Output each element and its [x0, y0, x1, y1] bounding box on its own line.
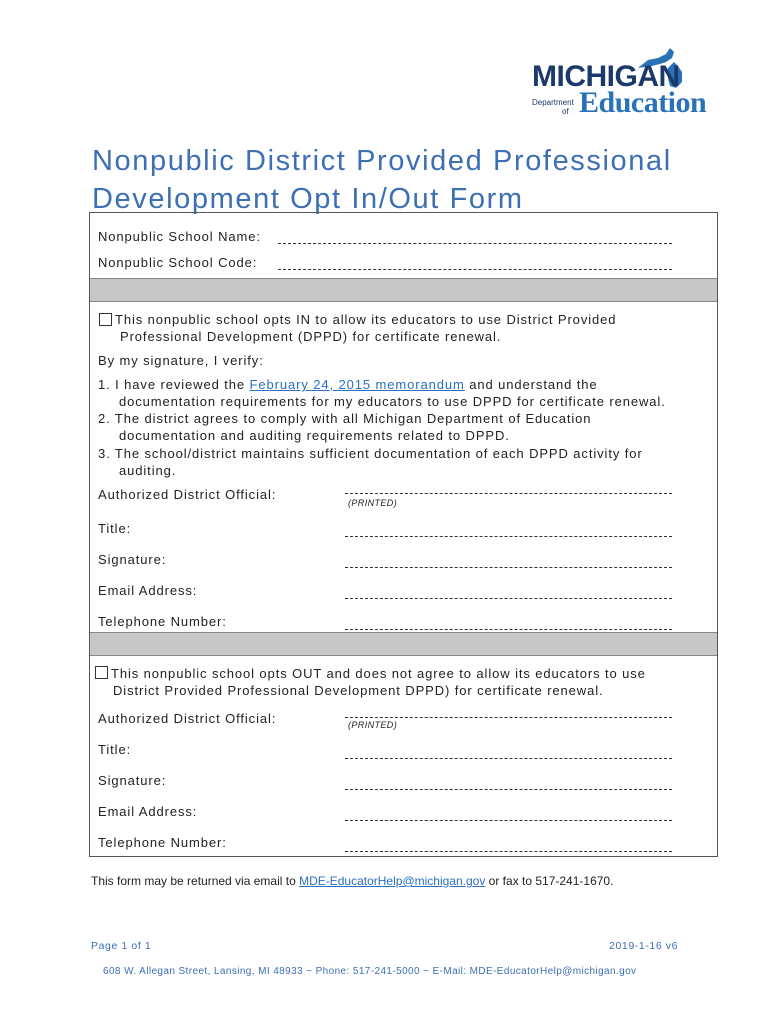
opt-in-phone-field[interactable] [345, 629, 672, 630]
opt-in-official-field[interactable] [345, 493, 672, 494]
school-code-field[interactable] [278, 269, 672, 270]
school-name-label: Nonpublic School Name: [98, 229, 261, 244]
form-box [89, 212, 718, 857]
opt-out-statement-line-1: This nonpublic school opts OUT and does not agree to allow its educators to use [111, 666, 646, 681]
opt-out-printed-note: (PRINTED) [348, 720, 398, 730]
opt-out-phone-field[interactable] [345, 851, 672, 852]
title-line-2: Development Opt In/Out Form [92, 183, 524, 215]
verify-heading: By my signature, I verify: [98, 353, 264, 368]
opt-out-signature-label: Signature: [98, 773, 167, 788]
verify-item-1: 1. I have reviewed the February 24, 2015 memorandum and understand the [98, 377, 598, 392]
opt-in-signature-label: Signature: [98, 552, 167, 567]
opt-in-email-label: Email Address: [98, 583, 198, 598]
title-line-1: Nonpublic District Provided Professional [92, 145, 672, 177]
opt-in-phone-label: Telephone Number: [98, 614, 227, 629]
return-instructions: This form may be returned via email to MDE-EducatorHelp@michigan.gov or fax to 517-241-1670. [91, 874, 614, 888]
opt-in-title-field[interactable] [345, 536, 672, 537]
opt-out-email-field[interactable] [345, 820, 672, 821]
footer-address: 608 W. Allegan Street, Lansing, MI 48933 ~ Phone: 517-241-5000 ~ E-Mail: MDE-EducatorHelp@michigan.gov [103, 966, 637, 977]
help-email-link[interactable]: MDE-EducatorHelp@michigan.gov [299, 874, 486, 888]
opt-out-title-field[interactable] [345, 758, 672, 759]
school-name-field[interactable] [278, 243, 672, 244]
verify-item-1-line-2: documentation requirements for my educators to use DPPD for certificate renewal. [119, 394, 666, 409]
opt-in-email-field[interactable] [345, 598, 672, 599]
logo-department-of: Department of [532, 98, 574, 116]
verify-item-3-line-2: auditing. [119, 463, 177, 478]
opt-out-statement-line-2: District Provided Professional Development DPPD) for certificate renewal. [113, 683, 604, 698]
michigan-education-logo [528, 46, 718, 121]
opt-out-title-label: Title: [98, 742, 132, 757]
section-divider [90, 632, 717, 656]
opt-in-printed-note: (PRINTED) [348, 498, 398, 508]
version-date: 2019-1-16 v6 [609, 940, 679, 952]
logo-michigan-text: MICHIGAN [532, 60, 680, 93]
opt-in-statement-line-2: Professional Development (DPPD) for certificate renewal. [120, 329, 502, 344]
opt-out-email-label: Email Address: [98, 804, 198, 819]
section-divider [90, 278, 717, 302]
opt-out-official-label: Authorized District Official: [98, 711, 277, 726]
verify-item-2: 2. The district agrees to comply with all Michigan Department of Education [98, 411, 592, 426]
page-number: Page 1 of 1 [91, 940, 152, 952]
opt-in-title-label: Title: [98, 521, 132, 536]
opt-in-statement-line-1: This nonpublic school opts IN to allow its educators to use District Provided [115, 312, 617, 327]
school-code-label: Nonpublic School Code: [98, 255, 258, 270]
memorandum-link[interactable]: February 24, 2015 memorandum [249, 377, 465, 392]
opt-out-signature-field[interactable] [345, 789, 672, 790]
verify-item-2-line-2: documentation and auditing requirements related to DPPD. [119, 428, 510, 443]
opt-in-checkbox[interactable] [99, 313, 112, 326]
page-title [92, 142, 732, 218]
verify-item-3: 3. The school/district maintains sufficient documentation of each DPPD activity for [98, 446, 643, 461]
logo-education-text: Education [579, 86, 707, 119]
opt-in-signature-field[interactable] [345, 567, 672, 568]
opt-out-checkbox[interactable] [95, 666, 108, 679]
opt-in-official-label: Authorized District Official: [98, 487, 277, 502]
opt-out-phone-label: Telephone Number: [98, 835, 227, 850]
opt-out-official-field[interactable] [345, 717, 672, 718]
